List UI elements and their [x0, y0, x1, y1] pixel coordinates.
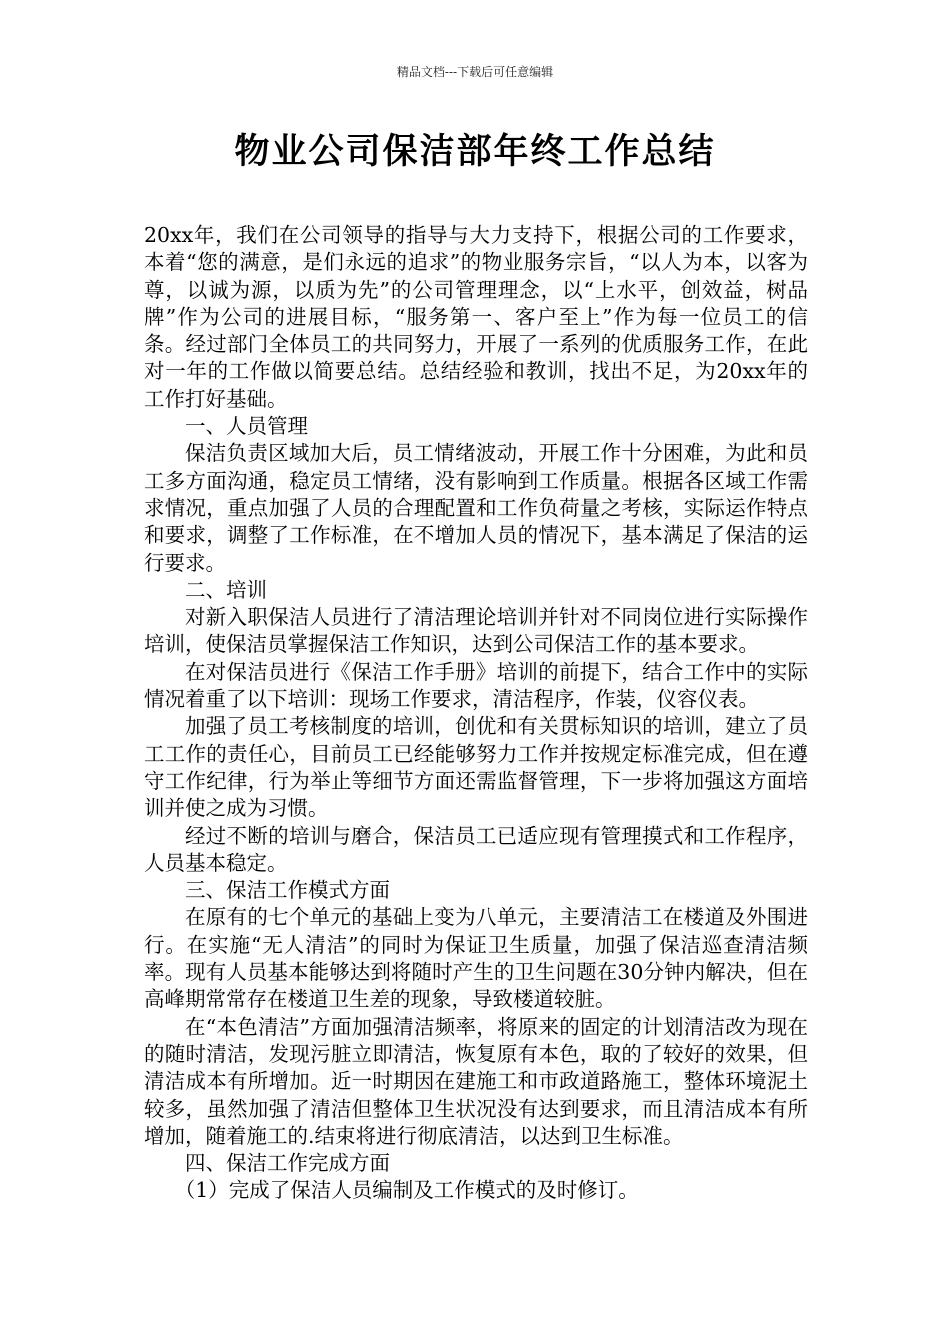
body-paragraph: 在对保洁员进行《保洁工作手册》培训的前提下，结合工作中的实际情况着重了以下培训：现场工作要求，清洁程序，作装，仪容仪表。: [144, 659, 808, 712]
body-paragraph: 对新入职保洁人员进行了清洁理论培训并针对不同岗位进行实际操作培训，使保洁员掌握保洁工作知识，达到公司保洁工作的基本要求。: [144, 605, 808, 657]
document-body: [144, 222, 808, 1205]
section-heading-training: 二、培训: [185, 577, 267, 602]
document-title: 物业公司保洁部年终工作总结: [234, 132, 716, 172]
body-paragraph: 加强了员工考核制度的培训，创优和有关贯标知识的培训，建立了员工工作的责任心，目前员工已经能够努力工作并按规定标准完成，但在遵守工作纪律，行为举止等细节方面还需监督管理，下一步将加强这方面培训并使之成为习惯。: [144, 714, 808, 821]
section-heading-work-mode: 三、保洁工作模式方面: [185, 878, 390, 903]
page-header-note: 精品文档---下载后可任意编辑: [396, 65, 554, 79]
body-paragraph: 在“本色清洁”方面加强清洁频率，将原来的固定的计划清洁改为现在的随时清洁，发现污脏立即清洁，恢复原有本色，取的了较好的效果，但清洁成本有所增加。近一时期因在建施工和市政道路施工，整体环境泥土较多，虽然加强了清洁但整体卫生状况没有达到要求，而且清洁成本有所增加，随着施工的.结束将进行彻底清洁，以达到卫生标准。: [144, 1014, 808, 1148]
section-heading-personnel: 一、人员管理: [185, 414, 308, 439]
intro-paragraph: 20xx年，我们在公司领导的指导与大力支持下，根据公司的工作要求，本着“您的满意，是们永远的追求”的物业服务宗旨，“以人为本，以客为尊，以诚为源，以质为先”的公司管理理念，以“上水平，创效益，树品牌”作为公司的进展目标，“服务第一、客户至上”作为每一位员工的信条。经过部门全体员工的共同努力，开展了一系列的优质服务工作，在此对一年的工作做以简要总结。总结经验和教训，找出不足，为20xx年的工作打好基础。: [144, 223, 808, 411]
list-item: （1）完成了保洁人员编制及工作模式的及时修订。: [174, 1178, 639, 1203]
section-heading-completion: 四、保洁工作完成方面: [185, 1151, 390, 1176]
body-paragraph: 保洁负责区域加大后，员工情绪波动，开展工作十分困难，为此和员工多方面沟通，稳定员工情绪，没有影响到工作质量。根据各区域工作需求情况，重点加强了人员的合理配置和工作负荷量之考核，实际运作特点和要求，调整了工作标准，在不增加人员的情况下，基本满足了保洁的运行要求。: [144, 441, 808, 575]
body-paragraph: 经过不断的培训与磨合，保洁员工已适应现有管理摸式和工作程序，人员基本稳定。: [144, 823, 808, 875]
body-paragraph: 在原有的七个单元的基础上变为八单元，主要清洁工在楼道及外围进行。在实施“无人清洁”的同时为保证卫生质量，加强了保洁巡查清洁频率。现有人员基本能够达到将随时产生的卫生问题在30分钟内解决，但在高峰期常常存在楼道卫生差的现象，导致楼道较脏。: [144, 905, 808, 1012]
